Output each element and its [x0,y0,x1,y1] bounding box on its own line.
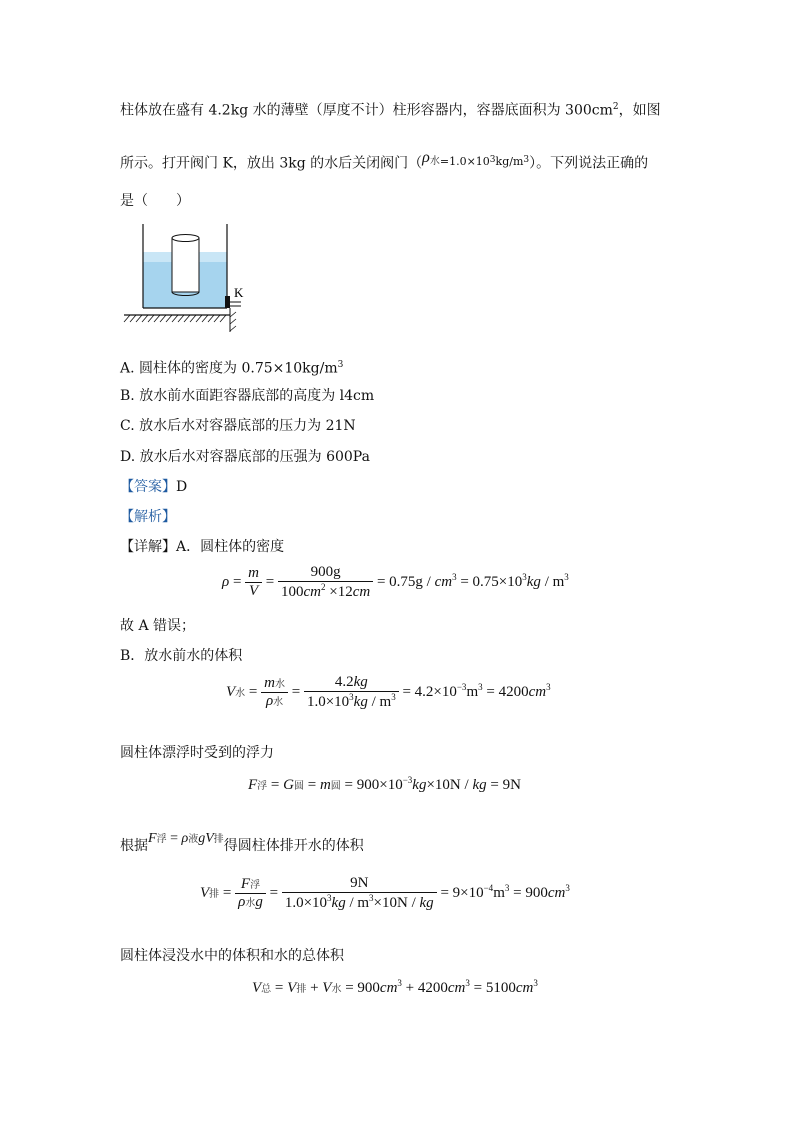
equation-total-volume: V总 = V排 + V水 = $900cm^3 + 4200cm^3 = 5100cm^3$ [252,978,538,996]
option-c: C. 放水后水对容器底部的压力为 21N [120,418,356,434]
detail-b-title: B．放水前水的体积 [120,648,243,664]
answer-tag: 【答案】 [120,479,176,495]
detail-a-conclusion: 故 A 错误； [120,618,196,634]
question-line-2: 所示。打开阀门 K，放出 3kg 的水后关闭阀门$(\rho^{水=1.0\times 103kg/m3})$。下列说法正确的 [120,148,649,172]
question-line-3: 是（ ） [120,193,190,209]
basis-line: 根据F浮 = ρ液gV排得圆柱体排开水的体积 [120,831,364,854]
buoyancy-title: 圆柱体漂浮时受到的浮力 [120,745,274,761]
question-line-1: 柱体放在盛有 4.2kg 水的薄壁（厚度不计）柱形容器内，容器底面积为 $300cm^2$，如图 [120,102,661,119]
option-d: D. 放水后水对容器底部的压强为 600Pa [120,449,370,465]
equation-buoyancy: F浮 = G圆 = m圆 = $900\times 10^{-3}kg\times 10N$ / kg = 9N [248,775,521,793]
answer-line [120,477,187,497]
equation-density: ρ = $\frac{m}{V}$ = $\frac{900g}{100cm^2 \times 12cm}$ = $0.75g / cm^3 = 0.75\times 10^3kg / m^3$ [222,564,569,600]
cylinder-shape [172,235,199,296]
equation-water-volume: V水 = $\frac{\text{m水}}{\text{ρ水}}$ = $\frac{4.2kg}{1.0\times 10^3kg / m^3}$ = $4.2\times 10^{-3}m^3 = 4200cm^3$ [226,674,551,710]
detail-a-title: 【详解】A．圆柱体的密度 [120,539,285,555]
equation-displaced-volume: V排 = $\frac{\text{F浮}}{\text{ρ水g}}$ = $\frac{9N}{1.0\times 10^3kg / m^3\times 10N / kg}$ = $9\times 10^{-4}m^3 = 900cm^3$ [200,875,570,911]
total-title: 圆柱体浸没水中的体积和水的总体积 [120,948,344,964]
container-figure [120,222,260,332]
valve-label: K [234,285,244,300]
option-b: B. 放水前水面距容器底部的高度为 l4cm [120,388,375,404]
answer-value: D [176,479,188,495]
option-a: A. 圆柱体的密度为 $0.75\times 10kg/m^3$ [120,360,344,377]
ground-hatching [124,315,226,322]
analysis-tag: 【解析】 [120,509,176,525]
